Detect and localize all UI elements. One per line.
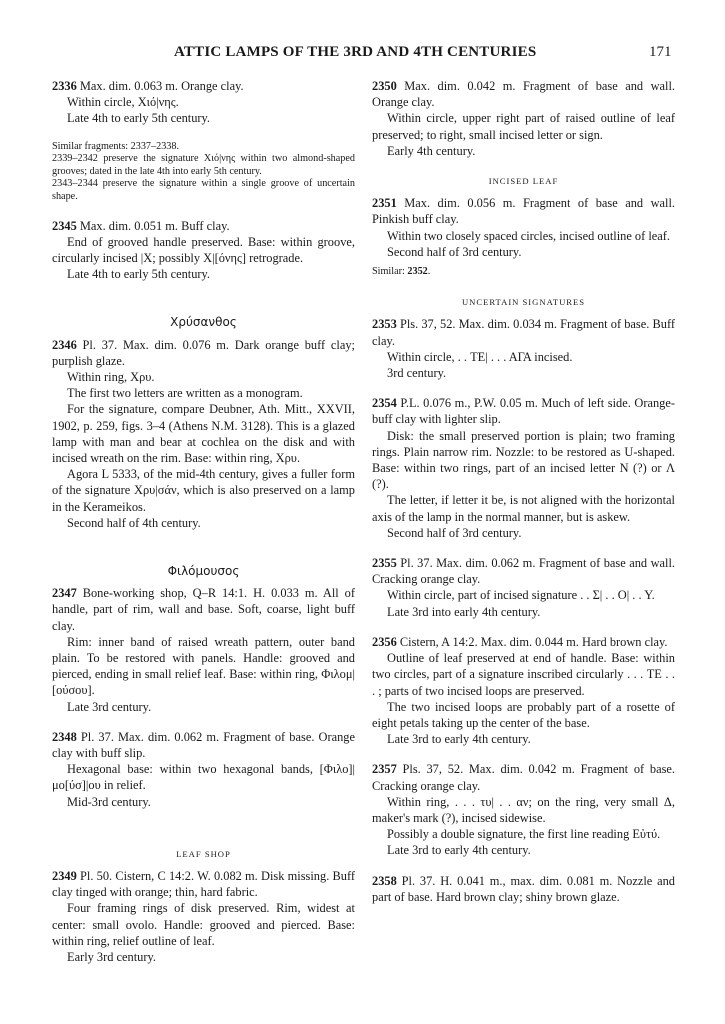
catalog-entry-2354	[372, 395, 675, 541]
entry-number: 2348	[52, 729, 77, 744]
similar-end: .	[427, 266, 431, 278]
entry-number: 2353	[372, 317, 397, 332]
entry-heading: Pl. 37. Max. dim. 0.062 m. Fragment of base. Orange clay with buff slip.	[52, 729, 355, 761]
entry-heading: Max. dim. 0.063 m. Orange clay.	[76, 79, 244, 93]
entry-date: Late 4th to early 5th century.	[67, 267, 211, 282]
entry-text: Within circle, upper right part of raised outline of leaf preserved; to right, small incised letter or sign.	[372, 111, 675, 142]
entry-number: 2346	[52, 337, 77, 352]
entry-number: 2354	[372, 396, 397, 411]
similar-notes	[52, 141, 355, 204]
entry-heading: Pls. 37, 52. Max. dim. 0.034 m. Fragment of base. Buff clay.	[372, 317, 675, 348]
entry-date: Mid-3rd century.	[67, 794, 151, 809]
section-heading-chrysanthos: Χρύσανθος	[170, 315, 237, 330]
entry-number: 2349	[52, 869, 77, 884]
entry-heading: Max. dim. 0.042 m. Fragment of base and wall. Orange clay.	[372, 79, 675, 110]
entry-text: The first two letters are written as a monogram.	[67, 386, 303, 401]
catalog-entry-2336	[52, 78, 355, 127]
left-column	[52, 78, 355, 979]
entry-number: 2336	[52, 79, 77, 93]
note-similar: Similar fragments: 2337–2338.	[52, 140, 180, 152]
entry-date: 3rd century.	[387, 366, 447, 381]
entry-text: Within circle, part of incised signature . . Σ| . . Ο| . . Υ.	[387, 588, 655, 603]
note-2343-2344: 2343–2344 preserve the signature within a single groove of uncertain shape.	[52, 178, 355, 202]
entry-heading: Pl. 37. Max. dim. 0.062 m. Fragment of base and wall. Cracking orange clay.	[372, 556, 675, 587]
entry-text: Possibly a double signature, the first line reading Εὐτύ.	[387, 827, 661, 842]
entry-heading: Max. dim. 0.051 m. Buff clay.	[76, 218, 230, 233]
entry-number: 2351	[372, 196, 397, 211]
entry-number: 2347	[52, 586, 77, 601]
note-2339-2342: 2339–2342 preserve the signature Χιό|νης within two almond-shaped grooves; dated in the late 4th into early 5th century.	[52, 153, 355, 177]
catalog-entry-2351	[372, 195, 675, 260]
entry-date: Late 4th to early 5th century.	[67, 111, 211, 126]
catalog-entry-2355	[372, 555, 675, 620]
entry-text: Outline of leaf preserved at end of handle. Base: within two circles, part of a signature inscribed circularly . . . ΤΕ . . . ; parts of two incised loops are preserved.	[372, 651, 675, 698]
entry-number: 2356	[372, 634, 397, 649]
entry-date: Late 3rd to early 4th century.	[387, 843, 531, 858]
catalog-entry-2357	[372, 761, 675, 858]
section-heading-incised-leaf: INCISED LEAF	[488, 176, 559, 187]
catalog-entry-2348	[52, 729, 355, 810]
entry-text: The letter, if letter it be, is not aligned with the horizontal axis of the lamp in the normal manner, but is askew.	[372, 493, 675, 524]
page-number: 171	[649, 44, 672, 60]
entry-number: 2355	[372, 556, 397, 571]
entry-date: Second half of 3rd century.	[387, 525, 522, 540]
section-heading-philomousos: Φιλόμουσος	[167, 564, 240, 579]
entry-date: Early 3rd century.	[67, 950, 156, 965]
similar-label: Similar:	[372, 266, 408, 278]
similar-number: 2352	[407, 266, 428, 278]
right-column	[372, 78, 675, 919]
entry-text: Within two closely spaced circles, incised outline of leaf.	[387, 228, 671, 243]
entry-text: Within circle, . . ΤΕ| . . . ΑΓΑ incised.	[387, 349, 573, 364]
entry-number: 2358	[372, 873, 397, 888]
entry-heading: Pl. 37. H. 0.041 m., max. dim. 0.081 m. Nozzle and part of base. Hard brown clay; shiny brown glaze.	[372, 873, 675, 904]
catalog-entry-2346	[52, 337, 355, 531]
similar-note	[372, 264, 675, 280]
entry-text: Agora L 5333, of the mid-4th century, gives a fuller form of the signature Χρυ|σάν, which is also preserved on a lamp in the Kerameikos.	[52, 467, 355, 514]
entry-number: 2350	[372, 79, 397, 93]
entry-number: 2345	[52, 218, 77, 233]
entry-text: Within ring, Χρυ.	[67, 370, 155, 384]
entry-date: Late 3rd to early 4th century.	[387, 732, 531, 747]
entry-text: For the signature, compare Deubner, Ath. Mitt., XXVII, 1902, p. 259, figs. 3–4 (Athens N.M. 3128). This is a glazed lamp with man and bear at cochlea on the disk and with incised wreath on the rim. Base: within ring, Χρυ.	[52, 402, 355, 466]
entry-heading: Pl. 50. Cistern, C 14:2. W. 0.082 m. Disk missing. Buff clay tinged with orange; thin, hard fabric.	[52, 869, 355, 900]
entry-date: Early 4th century.	[387, 143, 476, 158]
entry-date: Second half of 4th century.	[67, 515, 201, 530]
catalog-entry-2356	[372, 634, 675, 747]
catalog-entry-2358	[372, 873, 675, 905]
entry-text: Disk: the small preserved portion is plain; two framing rings. Plain narrow rim. Nozzle: to be restored as U-shaped. Base: within two rings, part of an incised letter Ν (?) or Λ (?).	[372, 428, 675, 492]
entry-heading: Pls. 37, 52. Max. dim. 0.042 m. Fragment of base. Cracking orange clay.	[372, 762, 675, 793]
entry-text: The two incised loops are probably part of a rosette of eight petals taking up the center of the base.	[372, 699, 675, 730]
entry-date: Late 3rd century.	[67, 699, 152, 714]
entry-text: Hexagonal base: within two hexagonal bands, [Φιλο]|μο[ύσ]|ου in relief.	[52, 762, 355, 793]
section-heading-uncertain-signatures: UNCERTAIN SIGNATURES	[461, 297, 586, 308]
entry-text: Rim: inner band of raised wreath pattern, outer band plain. To be restored with panels. Handle: grooved and pierced, ending in small relief leaf. Base: within ring, Φιλομ|[ούσου].	[52, 634, 355, 698]
entry-heading: Max. dim. 0.056 m. Fragment of base and wall. Pinkish buff clay.	[372, 196, 675, 227]
entry-date: Late 3rd into early 4th century.	[387, 604, 541, 619]
catalog-entry-2350	[372, 78, 675, 159]
entry-text: Four framing rings of disk preserved. Rim, widest at center: small ovolo. Handle: grooved and pierced. Base: within ring, relief outline of leaf.	[52, 901, 355, 948]
catalog-entry-2345	[52, 218, 355, 283]
entry-heading: Bone-working shop, Q–R 14:1. H. 0.033 m. All of handle, part of rim, wall and base. Soft, coarse, light buff clay.	[52, 586, 355, 633]
entry-heading: Pl. 37. Max. dim. 0.076 m. Dark orange buff clay; purplish glaze.	[52, 337, 355, 368]
catalog-entry-2349	[52, 868, 355, 965]
entry-text: End of grooved handle preserved. Base: within groove, circularly incised |Χ; possibly Χ|[όνης] retrograde.	[52, 234, 355, 265]
entry-text: Within circle, Χιό|νης.	[67, 95, 179, 110]
section-heading-leaf-shop: LEAF SHOP	[176, 848, 231, 859]
entry-date: Second half of 3rd century.	[387, 244, 522, 259]
catalog-entry-2353	[372, 316, 675, 381]
catalog-entry-2347	[52, 585, 355, 715]
entry-heading: P.L. 0.076 m., P.W. 0.05 m. Much of left side. Orange-buff clay with lighter slip.	[372, 396, 675, 427]
entry-number: 2357	[372, 762, 397, 777]
entry-text: Within ring, . . . τυ| . . αν; on the ring, very small Δ, maker's mark (?), incised sidewise.	[372, 794, 675, 825]
running-head: ATTIC LAMPS OF THE 3RD AND 4TH CENTURIES	[174, 44, 537, 60]
entry-heading: Cistern, A 14:2. Max. dim. 0.044 m. Hard brown clay.	[396, 634, 668, 649]
